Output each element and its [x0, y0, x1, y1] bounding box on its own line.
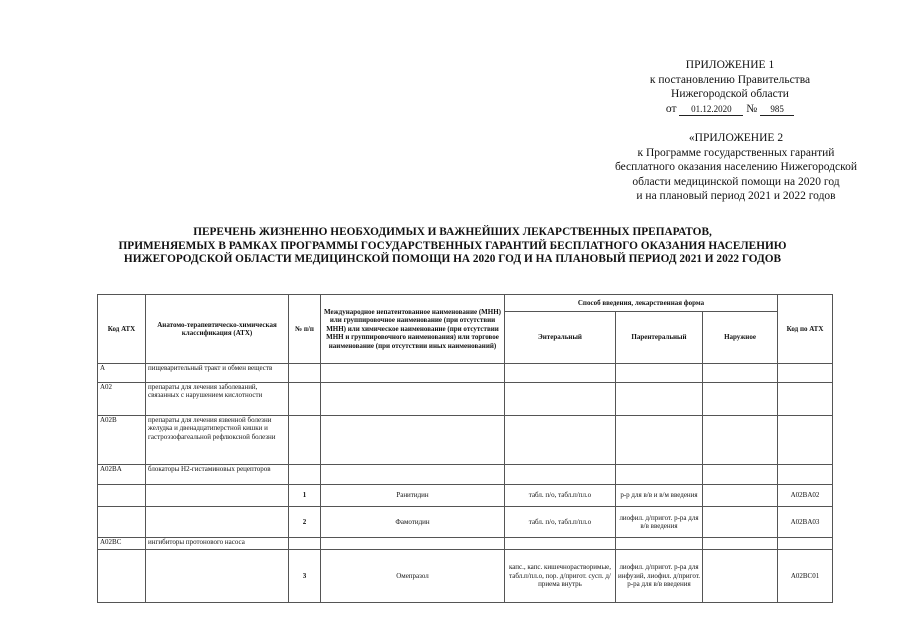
cell-external — [703, 383, 778, 416]
table-row — [98, 507, 833, 538]
header-classification: Анатомо-терапевтическо-химическая классификация (АТХ) — [146, 295, 289, 364]
header-atc-code: Код АТХ — [98, 295, 146, 364]
cell-number: 3 — [289, 550, 321, 603]
cell-drug-name — [321, 416, 505, 465]
cell-enteral: табл. п/о, табл.п/пл.о — [505, 485, 616, 507]
cell-classification — [146, 485, 289, 507]
cell-drug-name — [321, 383, 505, 416]
cell-external — [703, 485, 778, 507]
cell-atc-code — [98, 485, 146, 507]
table-row — [98, 485, 833, 507]
cell-atc-code-right — [778, 538, 833, 550]
header-atc-code-right: Код по АТХ — [778, 295, 833, 364]
cell-atc-code — [98, 550, 146, 603]
cell-drug-name: Ранитидин — [321, 485, 505, 507]
cell-atc-code: A02BA — [98, 465, 146, 485]
cell-classification: блокаторы H2-гистаминовых рецепторов — [146, 465, 289, 485]
header-enteral: Энтеральный — [505, 312, 616, 364]
header-number: № п/п — [289, 295, 321, 364]
cell-atc-code: A — [98, 364, 146, 383]
decree-date: 01.12.2020 — [679, 104, 743, 116]
cell-classification: препараты для лечения заболеваний, связанных с нарушением кислотности — [146, 383, 289, 416]
cell-external — [703, 538, 778, 550]
cell-drug-name: Фамотидин — [321, 507, 505, 538]
cell-atc-code-right: A02BC01 — [778, 550, 833, 603]
cell-external — [703, 416, 778, 465]
cell-classification: пищеварительный тракт и обмен веществ — [146, 364, 289, 383]
cell-external — [703, 507, 778, 538]
cell-enteral — [505, 465, 616, 485]
appendix-2-line2: к Программе государственных гарантий — [637, 146, 835, 159]
cell-atc-code-right: A02BA02 — [778, 485, 833, 507]
table-row — [98, 416, 833, 465]
appendix-2-title: «ПРИЛОЖЕНИЕ 2 — [688, 132, 784, 144]
cell-atc-code-right — [778, 364, 833, 383]
document-title-line3: НИЖЕГОРОДСКОЙ ОБЛАСТИ МЕДИЦИНСКОЙ ПОМОЩИ НА 2020 ГОД И НА ПЛАНОВЫЙ ПЕРИОД 2021 И 2022 ГОДОВ — [123, 253, 782, 265]
table-row — [98, 364, 833, 383]
cell-atc-code-right: A02BA03 — [778, 507, 833, 538]
appendix-1-header — [600, 58, 860, 116]
cell-drug-name: Омепразол — [321, 550, 505, 603]
cell-parenteral — [616, 416, 703, 465]
document-title — [60, 226, 845, 267]
cell-number — [289, 538, 321, 550]
header-method: Способ введения, лекарственная форма — [505, 295, 778, 312]
from-label: от — [665, 102, 677, 115]
cell-atc-code-right — [778, 416, 833, 465]
appendix-2-header — [590, 131, 882, 204]
appendix-1-line2: к постановлению Правительства — [649, 73, 811, 86]
header-external: Наружное — [703, 312, 778, 364]
appendix-1-title: ПРИЛОЖЕНИЕ 1 — [685, 59, 775, 71]
cell-number: 1 — [289, 485, 321, 507]
cell-enteral: капс., капс. кишечнорастворимые, табл.п/пл.о, пор. д/пригот. сусп. д/приема внутрь — [505, 550, 616, 603]
cell-parenteral — [616, 465, 703, 485]
table-row — [98, 465, 833, 485]
document-title-line2: ПРИМЕНЯЕМЫХ В РАМКАХ ПРОГРАММЫ ГОСУДАРСТВЕННЫХ ГАРАНТИЙ БЕСПЛАТНОГО ОКАЗАНИЯ НАСЕЛЕНИЮ — [118, 239, 787, 252]
appendix-1-line3: Нижегородской области — [671, 88, 789, 100]
cell-number — [289, 383, 321, 416]
cell-enteral — [505, 416, 616, 465]
cell-number: 2 — [289, 507, 321, 538]
cell-atc-code-right — [778, 465, 833, 485]
appendix-2-line4: области медицинской помощи на 2020 год — [632, 175, 840, 188]
cell-drug-name — [321, 364, 505, 383]
cell-parenteral: лиофил. д/пригот. р-ра для инфузий, лиофил. д/пригот. р-ра для в/в введения — [616, 550, 703, 603]
header-parenteral: Парентеральный — [616, 312, 703, 364]
table-row — [98, 550, 833, 603]
cell-enteral — [505, 538, 616, 550]
header-drug-name: Международное непатентованное наименование (МНН) или группировочное наименование (при отсутствии МНН) или химическое наименование (при отсутствии МНН и группировочного наименования) или торговое наименование (при отсутствии иных наименований) — [321, 295, 505, 364]
cell-number — [289, 364, 321, 383]
number-sign: № — [746, 102, 758, 115]
cell-classification — [146, 550, 289, 603]
cell-atc-code-right — [778, 383, 833, 416]
cell-parenteral — [616, 383, 703, 416]
cell-drug-name — [321, 465, 505, 485]
appendix-2-line5: и на плановый период 2021 и 2022 годов — [636, 190, 836, 202]
cell-number — [289, 465, 321, 485]
cell-drug-name — [321, 538, 505, 550]
table-row — [98, 383, 833, 416]
cell-classification: препараты для лечения язвенной болезни желудка и двенадцатиперстной кишки и гастроэзофагеальной рефлюксной болезни — [146, 416, 289, 465]
drug-list-table — [97, 294, 833, 603]
cell-enteral: табл. п/о, табл.п/пл.о — [505, 507, 616, 538]
appendix-1-date-line — [600, 102, 860, 117]
cell-atc-code: A02BC — [98, 538, 146, 550]
cell-parenteral: р-р для в/в и в/м введения — [616, 485, 703, 507]
decree-number: 985 — [760, 104, 794, 116]
cell-enteral — [505, 364, 616, 383]
document-title-line1: ПЕРЕЧЕНЬ ЖИЗНЕННО НЕОБХОДИМЫХ И ВАЖНЕЙШИХ ЛЕКАРСТВЕННЫХ ПРЕПАРАТОВ, — [193, 226, 712, 238]
cell-parenteral: лиофил. д/пригот. р-ра для в/в введения — [616, 507, 703, 538]
cell-atc-code: A02 — [98, 383, 146, 416]
table-row — [98, 538, 833, 550]
cell-classification: ингибиторы протонового насоса — [146, 538, 289, 550]
appendix-2-line3: бесплатного оказания населению Нижегородской — [614, 161, 858, 173]
cell-external — [703, 465, 778, 485]
cell-parenteral — [616, 364, 703, 383]
cell-atc-code — [98, 507, 146, 538]
cell-enteral — [505, 383, 616, 416]
cell-external — [703, 364, 778, 383]
cell-parenteral — [616, 538, 703, 550]
cell-classification — [146, 507, 289, 538]
cell-atc-code: A02B — [98, 416, 146, 465]
cell-external — [703, 550, 778, 603]
cell-number — [289, 416, 321, 465]
